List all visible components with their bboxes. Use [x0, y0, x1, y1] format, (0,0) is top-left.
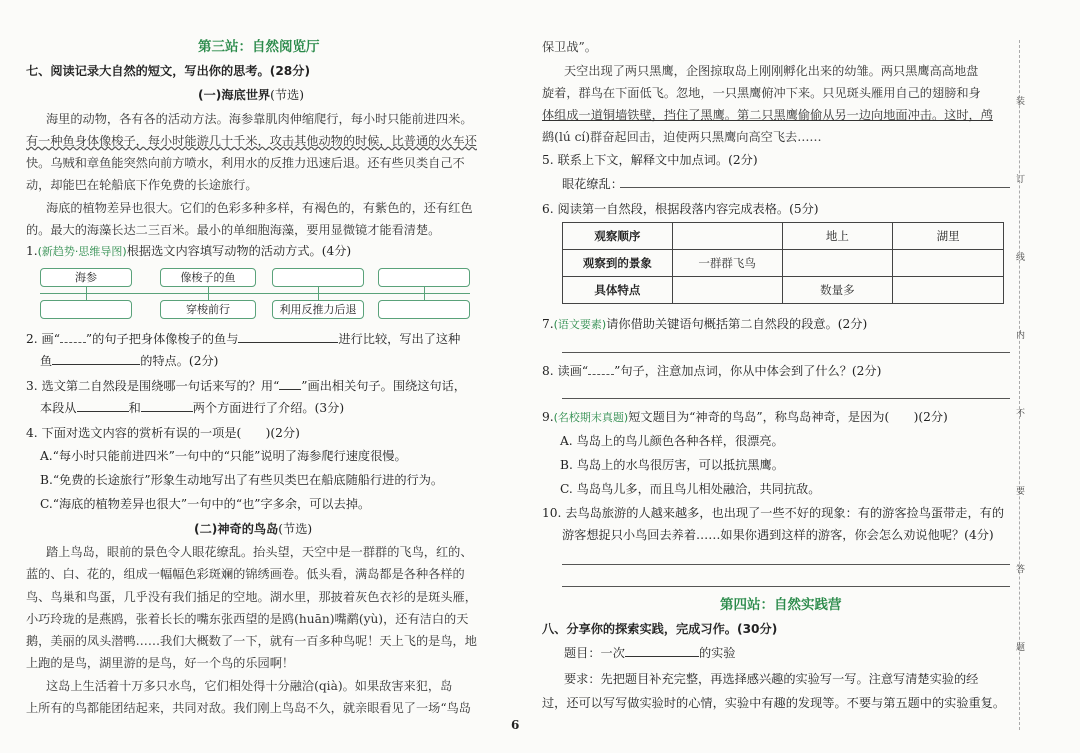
passage-line: 小巧玲珑的是燕鸥，张着长长的嘴东张西望的是鸥(huān)嘴鹬(yù)，还有洁白的天 [26, 612, 469, 626]
question-10: 10. 去鸟岛旅游的人越来越多，也出现了一些不好的现象：有的游客捡鸟蛋带走，有的 [542, 506, 1005, 520]
answer-blank[interactable] [77, 400, 129, 412]
option-b[interactable]: B. 鸟岛上的水鸟很厉害，可以抵抗黑鹰。 [560, 458, 784, 472]
option-b[interactable]: B.“免费的长途旅行”形象生动地写出了有些贝类巴在船底随船行进的行为。 [40, 473, 444, 487]
answer-line[interactable] [562, 398, 1010, 399]
passage-line: 上跑的是鸟，湖里游的是鸟，好一个鸟的乐园啊！ [26, 656, 295, 670]
passage-line: 天空出现了两只黑鹰，企图掠取岛上刚刚孵化出来的幼雏。两只黑鹰高高地盘 [564, 64, 979, 78]
question-10-cont: 游客想捉只小鸟回去养着……如果你遇到这样的游客，你会怎么劝说他呢？(4分) [562, 528, 994, 542]
passage-line: 鹚(lú cí)群奋起回击，迫使两只黑鹰向高空飞去…… [542, 130, 822, 144]
station-title: 第三站：自然阅览厅 [198, 39, 320, 55]
table-row: 观察顺序 地上 湖里 [563, 223, 1004, 250]
observation-table [562, 222, 1004, 304]
mindmap-box: 海参 [40, 268, 132, 287]
answer-line[interactable] [562, 586, 1010, 587]
mindmap-box[interactable] [40, 300, 132, 319]
passage1-heading: (一)海底世界(节选) [198, 88, 304, 102]
passage-line: 快。乌贼和章鱼能突然向前方喷水，利用水的反推力迅速后退。还有些贝类自己不 [26, 156, 465, 170]
option-c[interactable]: C. 鸟岛鸟儿多，而且鸟儿相处融洽，共同抗敌。 [560, 482, 821, 496]
question-6: 6. 阅读第一自然段，根据段落内容完成表格。(5分) [542, 202, 819, 216]
answer-blank[interactable] [238, 331, 338, 343]
page-number: 6 [511, 718, 520, 732]
binding-margin: 装 订 线 内 不 要 答 题 [1019, 40, 1031, 730]
passage-line: 踏上鸟岛，眼前的景色令人眼花缭乱。抬头望，天空中是一群群的飞鸟，红的、 [46, 545, 473, 559]
question-9: 9.(名校期末真题)短文题目为“神奇的鸟岛”，称鸟岛神奇，是因为( )(2分) [542, 410, 948, 424]
passage-line: 保卫战”。 [542, 40, 597, 54]
question-1: 1.(新趋势·思维导图)根据选文内容填写动物的活动方式。(4分) [26, 244, 352, 258]
passage-line: 有一种鱼身体像梭子，每小时能游几十千米，攻击其他动物的时候，比普通的火车还 [26, 134, 477, 148]
mindmap-box[interactable] [378, 300, 470, 319]
question-4: 4. 下面对选文内容的赏析有误的一项是( )(2分) [26, 426, 300, 440]
question-3-cont: 本段从 和 两个方面进行了介绍。(3分) [40, 401, 345, 415]
station-title-2: 第四站：自然实践营 [720, 597, 842, 613]
essay-requirement-cont: 过，还可以写写做实验时的心情，实验中有趣的发现等。不要与第五题中的实验重复。 [542, 696, 1006, 710]
passage-line: 动，却能巴在轮船底下作免费的长途旅行。 [26, 178, 258, 192]
passage-line: 鸟、鸟巢和鸟蛋，几乎没有我们插足的空地。湖水里，那披着灰色衣衫的是斑头雁， [26, 590, 477, 604]
question-2-cont: 鱼 的特点。(2分) [40, 354, 219, 368]
answer-blank[interactable] [52, 353, 140, 365]
connector [318, 293, 319, 300]
section-eight-title: 八、分享你的探索实践，完成习作。(30分) [542, 622, 778, 636]
mindmap-box[interactable] [378, 268, 470, 287]
passage-line: 蓝的、白、花的，组成一幅幅色彩斑斓的锦绣画卷。低头看，满岛都是各种各样的 [26, 567, 465, 581]
passage-line: 上所有的鸟都能团结起来，共同对敌。我们刚上鸟岛不久，就亲眼看见了一场“鸟岛 [26, 701, 471, 715]
answer-line[interactable] [562, 352, 1010, 353]
essay-requirement: 要求：先把题目补充完整，再选择感兴趣的实验写一写。注意写清楚实验的经 [564, 672, 979, 686]
option-c[interactable]: C.“海底的植物差异也很大”一句中的“也”字多余，可以去掉。 [40, 497, 371, 511]
table-row: 观察到的景象 一群群飞鸟 [563, 250, 1004, 277]
question-3: 3. 选文第二自然段是围绕哪一句话来写的？用“ ”画出相关句子。围绕这句话， [26, 379, 466, 393]
passage2-heading: (二)神奇的鸟岛(节选) [194, 522, 313, 536]
connector [208, 293, 209, 300]
question-2: 2. 画“ ”的句子把身体像梭子的鱼与 进行比较，写出了这种 [26, 332, 461, 346]
answer-line[interactable] [562, 564, 1010, 565]
q5-word: 眼花缭乱： [562, 177, 623, 191]
passage-line: 这岛上生活着十万多只水鸟，它们相处得十分融洽(qià)。如果敌害来犯，岛 [46, 679, 453, 693]
passage-line: 的。最大的海藻长达二三百米。最小的单细胞海藻，要用显微镜才能看清楚。 [26, 223, 441, 237]
question-7: 7.(语文要素)请你借助关键语句概括第二自然段的段意。(2分) [542, 317, 868, 331]
mindmap-box[interactable]: 像梭子的鱼 [160, 268, 256, 287]
topic-blank[interactable] [625, 645, 699, 657]
passage-line: 海底的植物差异也很大。它们的色彩多种多样，有褐色的，有紫色的，还有红色 [46, 201, 473, 215]
mindmap-box[interactable] [272, 268, 364, 287]
answer-line[interactable] [620, 187, 1010, 188]
mindmap-box: 利用反推力后退 [272, 300, 364, 319]
question-5: 5. 联系上下文，解释文中加点词。(2分) [542, 153, 758, 167]
table-row: 具体特点 数量多 [563, 277, 1004, 304]
option-a[interactable]: A. 鸟岛上的鸟儿颜色各种各样，很漂亮。 [560, 434, 784, 448]
section-seven-title: 七、阅读记录大自然的短文，写出你的思考。(28分) [26, 64, 311, 78]
essay-topic: 题目：一次 的实验 [564, 646, 736, 660]
connector [424, 293, 425, 300]
mindmap-box: 穿梭前行 [160, 300, 256, 319]
passage-line: 旋着，群鸟在下面低飞。忽地，一只黑鹰俯冲下来。只见斑头雁用自己的翅膀和身 [542, 86, 981, 100]
passage-line: 鹅，美丽的凤头潜鸭……我们大概数了一下，就有一百多种鸟呢！天上飞的是鸟，地 [26, 634, 477, 648]
answer-blank[interactable] [141, 400, 193, 412]
passage-line: 海里的动物，各有各的活动方法。海参靠肌肉伸缩爬行，每小时只能前进四米。 [46, 112, 473, 126]
option-a[interactable]: A.“每小时只能前进四米”一句中的“只能”说明了海参爬行速度很慢。 [40, 449, 407, 463]
connector [86, 293, 87, 300]
question-8: 8. 读画“ ”句子，注意加点词，你从中体会到了什么？(2分) [542, 364, 882, 378]
connector [40, 293, 470, 294]
passage-line: 体组成一道铜墙铁壁，挡住了黑鹰。第二只黑鹰偷偷从另一边向地面冲击。这时，鸬 [542, 108, 993, 122]
